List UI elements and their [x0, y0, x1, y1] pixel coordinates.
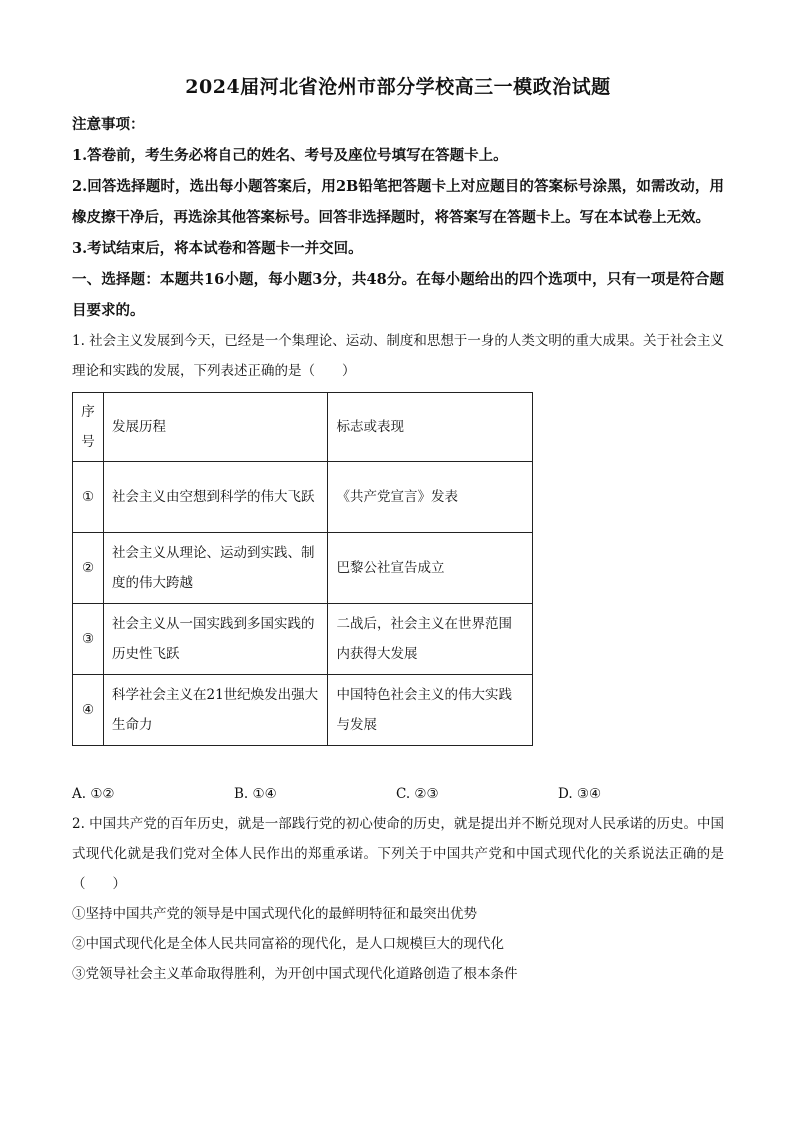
- option-c: C. ②③: [396, 786, 439, 802]
- table-cell: 中国特色社会主义的伟大实践与发展: [328, 675, 533, 746]
- question-1-options: [72, 779, 724, 809]
- question-1-table: [72, 392, 533, 746]
- table-cell: 科学社会主义在21世纪焕发出强大生命力: [103, 675, 327, 746]
- table-cell: ③: [73, 604, 104, 675]
- table-row: [73, 533, 533, 604]
- table-header-cell: 标志或表现: [328, 393, 533, 462]
- option-d: D. ③④: [558, 786, 602, 802]
- option-a: A. ①②: [72, 786, 115, 802]
- section-heading: 一、选择题：本题共16小题，每小题3分，共48分。在每小题给出的四个选项中，只有一项是符合题目要求的。: [72, 271, 724, 319]
- option-b: B. ①④: [234, 786, 277, 802]
- table-cell: 社会主义从一国实践到多国实践的历史性飞跃: [103, 604, 327, 675]
- notice-item: 3.考试结束后，将本试卷和答题卡一并交回。: [72, 240, 363, 257]
- notice-item: 2.回答选择题时，选出每小题答案后，用2B铅笔把答题卡上对应题目的答案标号涂黑，如需改动，用橡皮擦干净后，再选涂其他答案标号。回答非选择题时，将答案写在答题卡上。写在本试卷上无效。: [72, 178, 724, 226]
- table-header-cell: 发展历程: [103, 393, 327, 462]
- question-2-statement: ③党领导社会主义革命取得胜利，为开创中国式现代化道路创造了根本条件: [72, 966, 518, 982]
- table-cell: 社会主义从理论、运动到实践、制度的伟大跨越: [103, 533, 327, 604]
- notice-heading: 注意事项：: [72, 116, 145, 133]
- table-cell: ①: [73, 462, 104, 533]
- table-cell: 巴黎公社宣告成立: [328, 533, 533, 604]
- table-row: [73, 604, 533, 675]
- table-row: [73, 462, 533, 533]
- question-2-stem: 2. 中国共产党的百年历史，就是一部践行党的初心使命的历史，就是提出并不断兑现对人民承诺的历史。中国式现代化就是我们党对全体人民作出的郑重承诺。下列关于中国共产党和中国式现代化的关系说法正确的是（ ）: [72, 816, 724, 892]
- question-2-statement: ②中国式现代化是全体人民共同富裕的现代化，是人口规模巨大的现代化: [72, 936, 504, 952]
- question-1-stem: 1. 社会主义发展到今天，已经是一个集理论、运动、制度和思想于一身的人类文明的重大成果。关于社会主义理论和实践的发展，下列表述正确的是（ ）: [72, 333, 724, 379]
- table-cell: ②: [73, 533, 104, 604]
- table-cell: 二战后，社会主义在世界范围内获得大发展: [328, 604, 533, 675]
- table-header-row: [73, 393, 533, 462]
- exam-page: [72, 60, 724, 989]
- table-row: [73, 675, 533, 746]
- table-cell: 社会主义由空想到科学的伟大飞跃: [103, 462, 327, 533]
- table-header-cell: 序号: [73, 393, 104, 462]
- table-cell: ④: [73, 675, 104, 746]
- page-title: 2024届河北省沧州市部分学校高三一模政治试题: [185, 76, 611, 98]
- question-2-statement: ①坚持中国共产党的领导是中国式现代化的最鲜明特征和最突出优势: [72, 906, 477, 922]
- table-cell: 《共产党宣言》发表: [328, 462, 533, 533]
- notice-item: 1.答卷前，考生务必将自己的姓名、考号及座位号填写在答题卡上。: [72, 147, 508, 164]
